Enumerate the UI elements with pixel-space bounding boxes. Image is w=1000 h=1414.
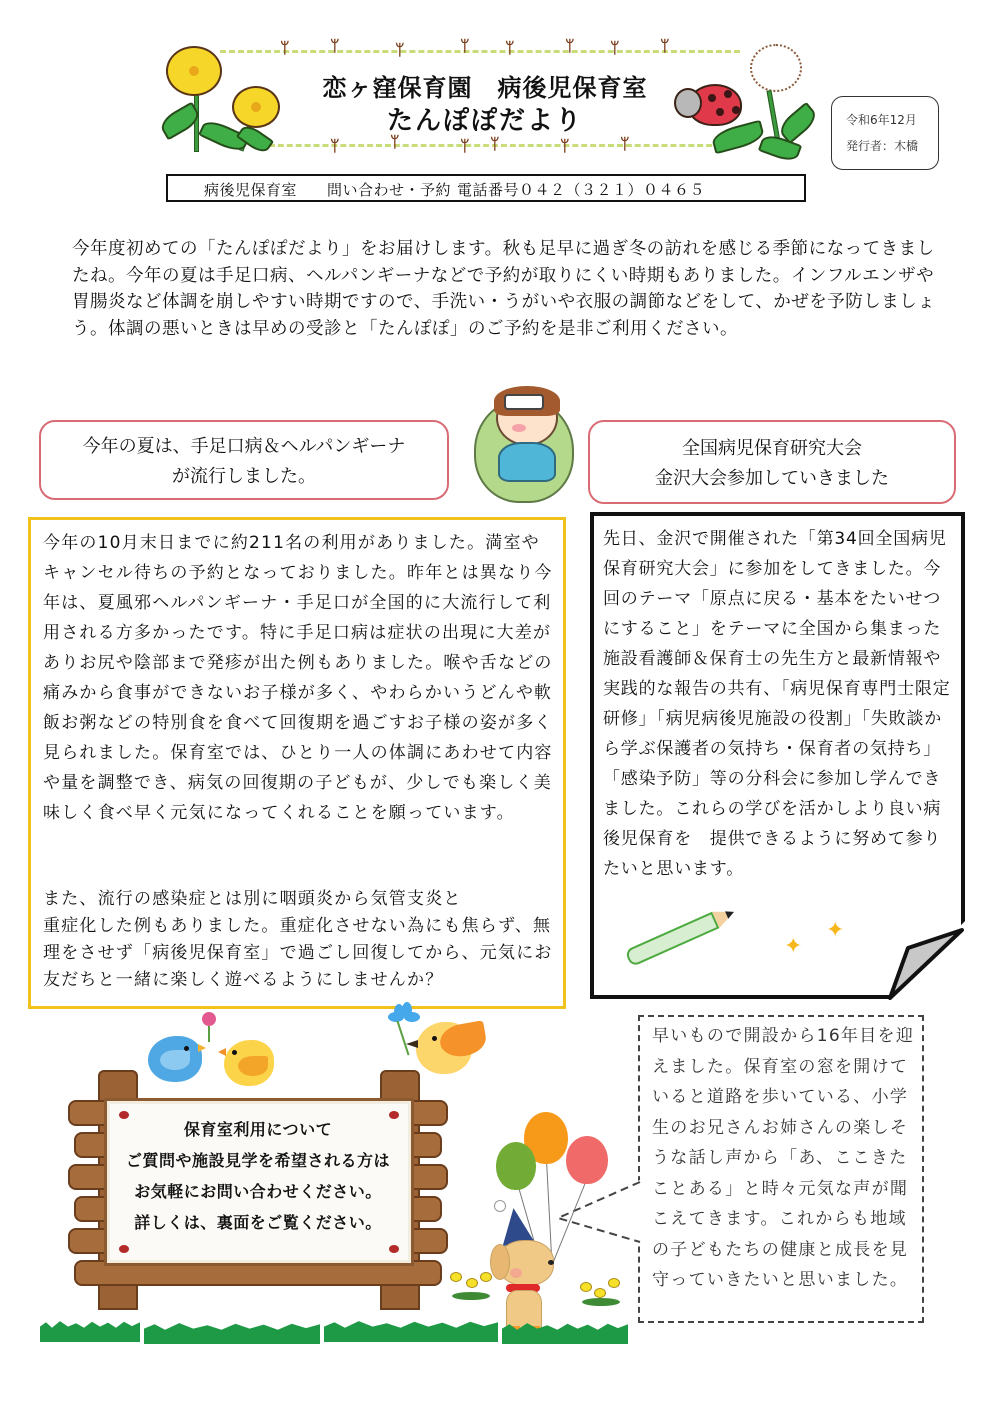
sprout-icon: ᛘ [560,136,570,155]
grass-icon [324,1320,498,1342]
phone-label: 電話番号 [457,181,520,199]
header-banner [160,38,810,166]
grass-icon [40,1320,140,1342]
speech-bubble-text: 早いもので開設から16年目を迎えました。保育室の窓を開けていると道路を歩いている、小学生のお兄さんお姉さんの楽しそうな話し声から「あ、ここきたことある」と時々元気な声が聞こえてきます。これからも地域の子どもたちの健康と成長を見守っていきたいと思いました。 [652,1026,915,1290]
signboard-line4: 詳しくは、裏面をご覧ください。 [134,1213,382,1232]
sparkle-icon: ✦ [826,918,845,943]
sprout-icon: ᛘ [330,136,340,155]
mini-dandelions-icon [578,1276,628,1312]
signboard-line3: お気軽にお問い合わせください。 [134,1182,382,1201]
signboard-line2: ご質問や施設見学を希望される方は [125,1151,390,1170]
left-section-box [28,517,566,1009]
sprout-icon: ᛘ [490,134,500,153]
grass-icon [144,1322,320,1344]
sprout-icon: ᛘ [460,36,470,55]
publisher: 発行者：木橋 [846,139,919,153]
newsletter-title: たんぽぽだより [386,106,583,136]
issue-info-box [831,96,939,170]
balloon-red [566,1136,608,1184]
right-heading-line2: 金沢大会参加していきました [655,468,889,489]
sprout-icon: ᛘ [505,38,515,57]
sprout-icon: ᛘ [395,40,405,59]
balloon-green [496,1142,536,1190]
signboard-text [68,1114,448,1238]
sprout-icon: ᛘ [460,136,470,155]
left-section-body: 今年の10月末日までに約211名の利用がありました。満室やキャンセル待ちの予約となっておりました。昨年とは異なり今年は、夏風邪ヘルパンギーナ・手足口が全国的に大流行して利用される方多かったです。特に手足口病は症状の出現に大差がありお尻や陰部まで発疹が出た例もありました。喉や舌などの痛みから食事ができないお子様が多く、やわらかいうどんや軟飯お粥などの特別食を食べて回復期を過ごすお子様の姿が多く見られました。保育室では、ひとり一人の体調にあわせて内容や量を調整でき、病気の回復期の子どもが、少しでも楽しく美味しく食べ早く元気になってくれることを願っています。 [43,533,553,823]
left-body2-rest: 重症化した例もありました。重症化させない為にも焦らず、無理をさせず「病後児保育室」で過ごし回復してから、元気にお友だちと一緒に楽しく遊べるようにしませんか？ [43,916,553,990]
sprout-icon: ᛘ [565,36,575,55]
speech-bubble [638,1015,924,1323]
sprout-icon: ᛘ [390,132,400,151]
signboard [68,1070,448,1310]
dandelion-puff-icon [750,44,802,92]
mini-dandelions-icon [448,1270,498,1306]
left-body2-line1: また、流行の感染症とは別に咽頭炎から気管支炎と [43,889,462,909]
sprout-icon: ᛘ [620,134,630,153]
left-heading-line2: が流行しました。 [172,466,316,487]
sprout-icon: ᛘ [330,36,340,55]
right-heading-line1: 全国病児保育研究大会 [682,438,862,459]
contact-label: 問い合わせ・予約 [327,181,452,199]
contact-bar [166,174,806,202]
sprout-icon: ᛘ [280,38,290,57]
signboard-line1: 保育室利用について [183,1120,333,1139]
left-heading-line1: 今年の夏は、手足口病＆ヘルパンギーナ [82,436,406,457]
phone-number[interactable]: ０４２（３２１）０４６５ [519,181,706,199]
issue-date: 令和6年12月 [846,113,917,127]
newsletter-org-title: 恋ヶ窪保育園 病後児保育室 [322,74,648,102]
contact-department: 病後児保育室 [204,181,298,199]
sprout-icon: ᛘ [660,36,670,55]
sparkle-icon: ✦ [784,934,803,959]
right-section-body: 先日、金沢で開催された「第34回全国病児保育研究大会」に参加をしてきました。今回のテーマ「原点に戻る・基本をたいせつにすること」をテーマに全国から集まった施設看護師＆保育士の先生方と最新情報や実践的な報告の共有、「病児保育専門士限定研修」「病児病後児施設の役割」「失敗談から学ぶ保護者の気持ち・保育者の気持ち」「感染予防」等の分科会に参加し学んできました。これらの学びを活かしより良い病後児保育を 提供できるように努めて参りたいと思います。 [603,529,951,879]
left-section-body2 [43,886,558,994]
page-curl-icon [888,918,968,1000]
right-section-heading [588,420,956,504]
left-section-heading [39,420,449,500]
sprout-icon: ᛘ [610,38,620,57]
intro-paragraph: 今年度初めての「たんぽぽだより」をお届けします。秋も足早に過ぎ冬の訪れを感じる季節になってきましたね。今年の夏は手足口病、ヘルパンギーナなどで予約が取りにくい時期もありました。インフルエンザや胃腸炎など体調を崩しやすい時期ですので、手洗い・うがいや衣服の調節などをして、かぜを予防しましょう。体調の悪いときは早めの受診と「たんぽぽ」のご予約を是非ご利用ください。 [72,239,936,339]
sick-child-icon [460,380,590,505]
